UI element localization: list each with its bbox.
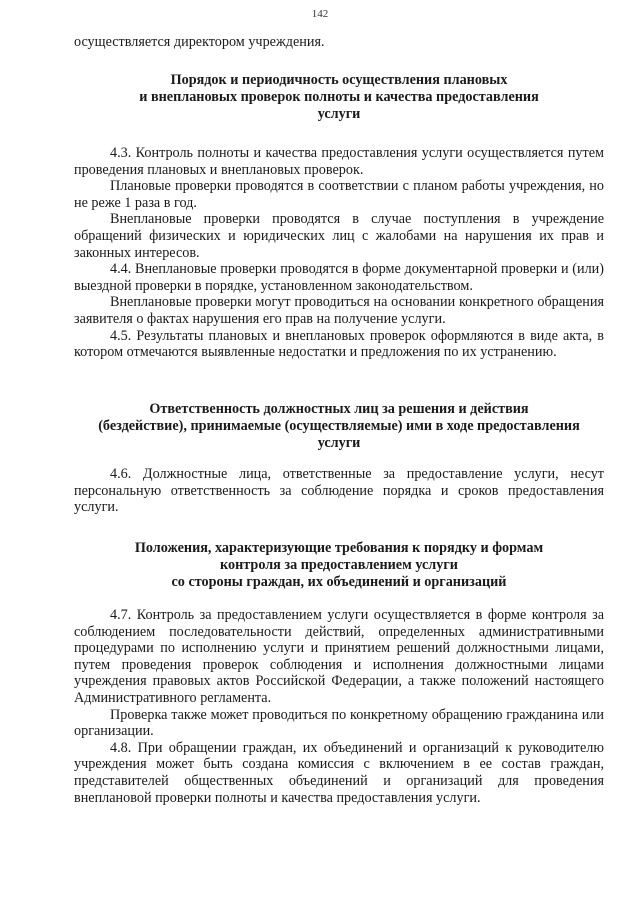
section-body-responsibility (74, 466, 604, 516)
intro-text (74, 34, 604, 51)
heading-line: и внеплановых проверок полноты и качества предоставления (139, 89, 539, 105)
paragraph-unplanned-basis: Внеплановые проверки могут проводиться на основании конкретного обращения заявителя о фактах нарушения его прав на получение услуги. (74, 294, 604, 327)
paragraph-4-8: 4.8. При обращении граждан, их объединений и организаций к руководителю учреждения может быть создана комиссия с включением в ее состав граждан, представителей общественных объединений и организаций для проведения внеплановой проверки полноты и качества предоставления услуги. (74, 739, 604, 806)
section-heading-responsibility (74, 401, 604, 452)
paragraph-4-3: 4.3. Контроль полноты и качества предоставления услуги осуществляется путем проведения плановых и внеплановых проверок. (74, 145, 604, 178)
section-body-inspections (74, 145, 604, 361)
section-body-public-control (74, 607, 604, 806)
heading-line: услуги (317, 435, 361, 451)
paragraph-unplanned-checks: Внеплановые проверки проводятся в случае поступления в учреждение обращений физических и юридических лиц с жалобами на нарушения их прав и законных интересов. (74, 211, 604, 261)
section-heading-inspections (74, 72, 604, 123)
heading-line: со стороны граждан, их объединений и организаций (171, 574, 507, 590)
heading-line: Порядок и периодичность осуществления плановых (170, 72, 508, 88)
paragraph-check-by-request: Проверка также может проводиться по конкретному обращению гражданина или организации. (74, 706, 604, 740)
paragraph-4-5: 4.5. Результаты плановых и внеплановых проверок оформляются в виде акта, в котором отмечаются выявленные недостатки и предложения по их устранению. (74, 327, 604, 361)
heading-line: услуги (317, 106, 361, 122)
paragraph-4-4: 4.4. Внеплановые проверки проводятся в форме документарной проверки и (или) выездной проверки в порядке, установленном законодательством. (74, 261, 604, 294)
heading-line: (бездействие), принимаемые (осуществляемые) ими в ходе предоставления (98, 418, 580, 434)
intro-line: осуществляется директором учреждения. (74, 34, 325, 50)
page-number: 142 (311, 8, 329, 20)
section-heading-public-control (74, 540, 604, 591)
heading-line: контроля за предоставлением услуги (220, 557, 458, 573)
paragraph-4-6: 4.6. Должностные лица, ответственные за предоставление услуги, несут персональную ответственность за соблюдение порядка и сроков предоставления услуги. (74, 466, 604, 516)
paragraph-4-7: 4.7. Контроль за предоставлением услуги осуществляется в форме контроля за соблюдением последовательности действий, определенных административными процедурами по исполнению услуги и принятием решений должностными лицами, путем проведения проверок соблюдения и исполнения должностными лицами учреждения правовых актов Российской Федерации, а также положений настоящего Административного регламента. (74, 607, 604, 706)
heading-line: Положения, характеризующие требования к порядку и формам (134, 540, 544, 556)
heading-line: Ответственность должностных лиц за решения и действия (149, 401, 529, 417)
paragraph-planned-checks: Плановые проверки проводятся в соответствии с планом работы учреждения, но не реже 1 раза в год. (74, 178, 604, 211)
